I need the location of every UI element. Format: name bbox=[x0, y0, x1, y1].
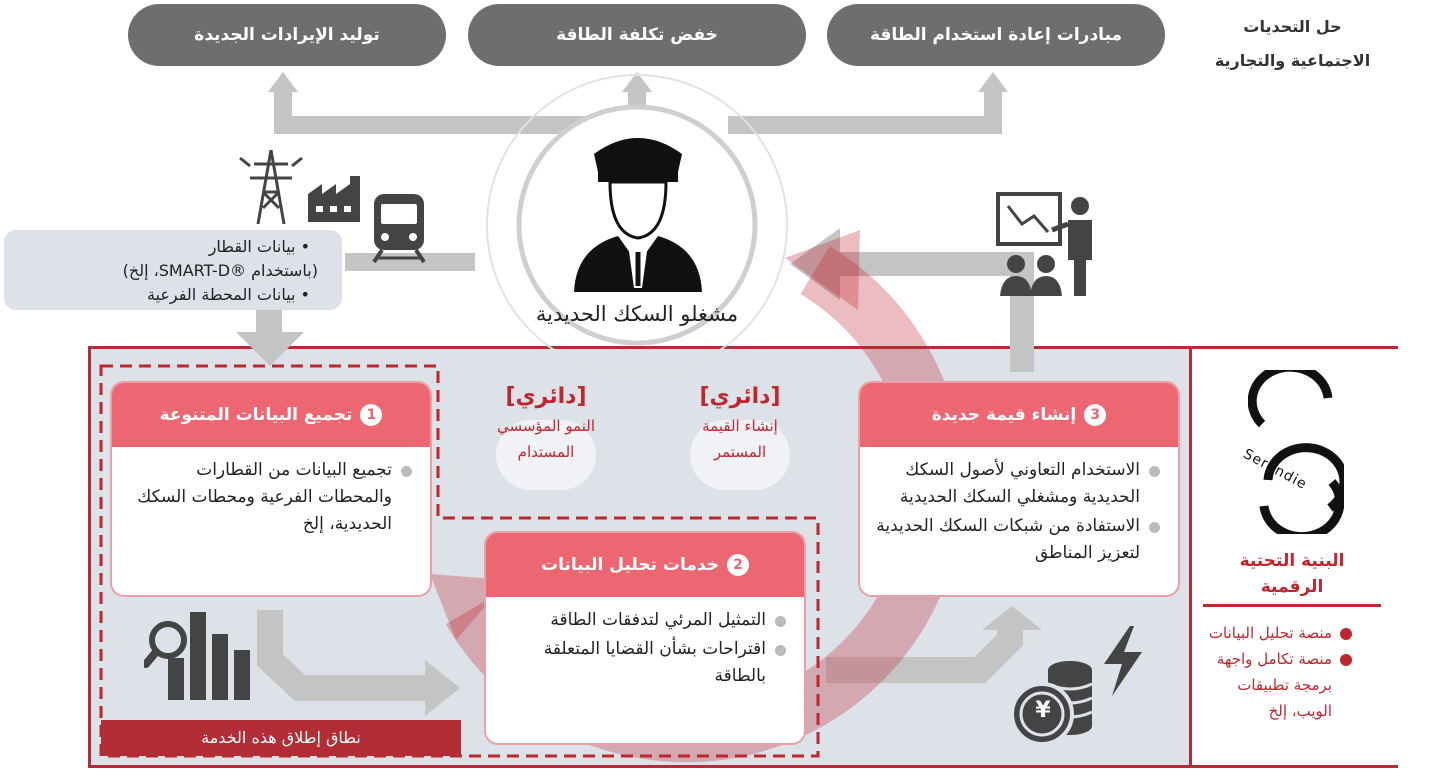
card3-item-2: الاستفادة من شبكات السكك الحديدية لتعزيز المناطق bbox=[876, 513, 1162, 567]
service-scope-label: نطاق إطلاق هذه الخدمة bbox=[101, 720, 461, 756]
card2-item-2: اقتراحات بشأن القضايا المتعلقة بالطاقة bbox=[502, 636, 788, 690]
card2-header bbox=[486, 533, 804, 597]
card1-number: 1 bbox=[360, 404, 382, 426]
card3-number: 3 bbox=[1084, 404, 1106, 426]
cycle-caption-right-1: إنشاء القيمة bbox=[702, 417, 778, 435]
data-bubble-line-3: • بيانات المحطة الفرعية bbox=[146, 285, 310, 304]
card-data-analysis bbox=[484, 531, 806, 745]
challenges-line-1: حل التحديات bbox=[1243, 17, 1342, 36]
cycle-tag-left: [دائري] bbox=[505, 384, 587, 409]
operator-label: مشغلو السكك الحديدية bbox=[535, 302, 739, 326]
card2-title: خدمات تحليل البيانات bbox=[541, 555, 719, 575]
digital-infra-item-2: منصة تكامل واجهة برمجة تطبيقات الويب، إلخ bbox=[1206, 646, 1352, 724]
cycle-tag-right: [دائري] bbox=[699, 384, 781, 409]
card3-item-1: الاستخدام التعاوني لأصول السكك الحديدية ومشغلي السكك الحديدية bbox=[876, 457, 1162, 511]
digital-infra-item-1: منصة تحليل البيانات bbox=[1206, 620, 1352, 646]
lightning-icon bbox=[1100, 626, 1146, 696]
card2-item-1: التمثيل المرئي لتدفقات الطاقة bbox=[502, 607, 788, 634]
digital-infra-title-2: الرقمية bbox=[1260, 577, 1324, 597]
card3-header bbox=[860, 383, 1178, 447]
digital-infra-title-1: البنية التحتية bbox=[1239, 551, 1345, 571]
card1-title: تجميع البيانات المتنوعة bbox=[159, 405, 353, 425]
pill-energy-reuse: مبادرات إعادة استخدام الطاقة bbox=[827, 4, 1165, 66]
pill-new-revenue: توليد الإيرادات الجديدة bbox=[128, 4, 446, 66]
cycle-caption-left-1: النمو المؤسسي bbox=[496, 417, 596, 435]
cycle-caption-right-2: المستمر bbox=[713, 443, 767, 461]
yen-symbol: ¥ bbox=[1035, 698, 1051, 723]
digital-infra-list bbox=[1206, 620, 1352, 724]
data-bubble-line-2: (باستخدام ®SMART-D، إلخ) bbox=[122, 261, 318, 280]
data-bubble-line-1: • بيانات القطار bbox=[208, 237, 310, 256]
card1-header bbox=[112, 383, 430, 447]
pill-cost-reduction: خفض تكلفة الطاقة bbox=[468, 4, 806, 66]
magnifier-chart-icon bbox=[144, 606, 260, 700]
card2-number: 2 bbox=[727, 554, 749, 576]
cycle-label-right bbox=[672, 384, 808, 465]
serendie-logo-text: Serendie bbox=[1240, 446, 1310, 493]
cycle-label-left bbox=[478, 384, 614, 465]
digital-infra-title bbox=[1203, 548, 1381, 600]
serendie-logo bbox=[1248, 370, 1344, 534]
card1-item-1: تجميع البيانات من القطارات والمحطات الفرعية ومحطات السكك الحديدية، إلخ bbox=[128, 457, 414, 538]
card3-title: إنشاء قيمة جديدة bbox=[931, 405, 1077, 425]
digital-infra-divider bbox=[1203, 604, 1381, 607]
card-data-collection bbox=[110, 381, 432, 597]
card-new-value bbox=[858, 381, 1180, 597]
cycle-caption-left-2: المستدام bbox=[517, 443, 575, 461]
challenges-line-2: الاجتماعية والتجارية bbox=[1214, 51, 1371, 70]
